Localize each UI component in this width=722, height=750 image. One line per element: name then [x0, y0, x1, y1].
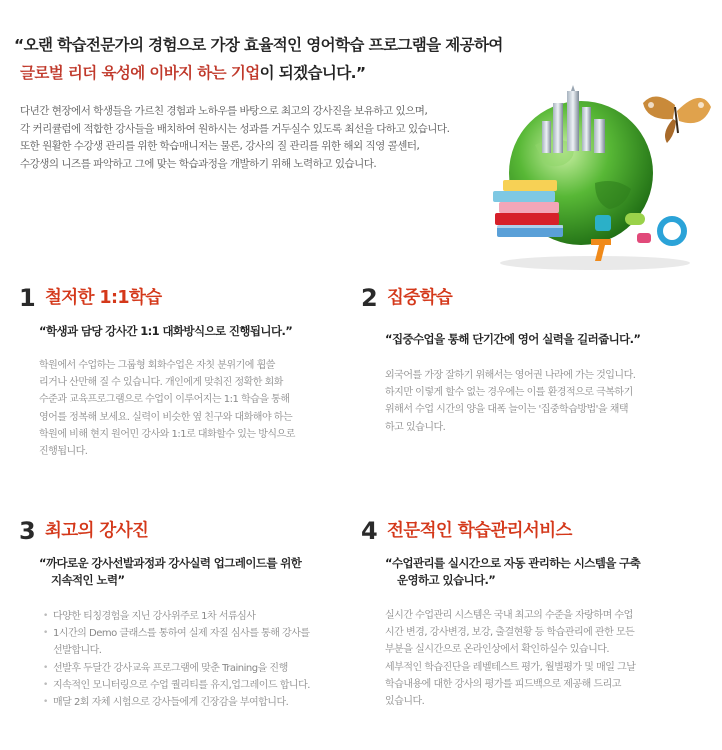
section-body [43, 608, 310, 711]
section-body-line: 리거나 산만해 질 수 있습니다. 개인에게 맞춰진 정확한 회화 [39, 377, 283, 389]
section-body-line: 수준과 교육프로그램으로 수업이 이루어지는 1:1 학습을 통해 [39, 394, 290, 406]
section-title: 최고의 강사진 [45, 521, 149, 541]
section-quote-line: 지속적인 노력” [51, 573, 125, 587]
section-body [39, 357, 295, 460]
section-body-line: 하지만 이렇게 할수 없는 경우에는 이를 환경적으로 극복하기 [385, 387, 633, 399]
list-item: • 지속적인 모니터링으로 수업 퀄리티를 유지,업그레이드 합니다. [43, 677, 310, 694]
section-title: 철저한 1:1학습 [45, 288, 162, 308]
list-item: • 선발후 두달간 강사교육 프로그램에 맞춘 Training을 진행 [43, 660, 310, 677]
section-title: 전문적인 학습관리서비스 [387, 521, 572, 541]
section-body-line: 영어를 정복해 보세요. 실력이 비슷한 옆 친구와 대화해야 하는 [39, 411, 293, 423]
section-body-line: 있습니다. [385, 696, 425, 708]
butterfly-icon [643, 96, 711, 143]
hero-section [0, 0, 722, 270]
hero-description [20, 103, 490, 173]
hero-headline-rest: 이 되겠습니다.” [259, 64, 366, 82]
list-item: • 다양한 티칭경험을 지닌 강사위주로 1차 서류심사 [43, 608, 310, 625]
section-body [385, 367, 635, 436]
list-item: 선발합니다. [53, 645, 102, 657]
section-quote-line: “수업관리를 실시간으로 자동 관리하는 시스템을 구축 [385, 556, 641, 570]
feature-section-1 [19, 284, 349, 474]
section-quote-line: “학생과 담당 강사간 1:1 대화방식으로 진행됩니다.” [39, 324, 293, 338]
section-body-line: 학습내용에 대한 강사의 평가를 피드백으로 제공해 드리고 [385, 678, 621, 690]
section-body [385, 607, 635, 710]
section-quote [385, 331, 640, 348]
section-quote [39, 555, 301, 589]
section-body-line: 외국어를 가장 잘하기 위해서는 영어권 나라에 가는 것입니다. [385, 370, 636, 381]
section-number: 3 [19, 517, 36, 545]
section-body-line: 부분을 실시간으로 온라인상에서 확인하실수 있습니다. [385, 644, 610, 656]
bullet-list [43, 608, 310, 711]
section-quote [39, 323, 292, 340]
feature-section-4 [361, 517, 711, 727]
section-body-line: 진행됩니다. [39, 446, 88, 458]
section-number: 2 [361, 284, 378, 312]
list-item: • 1시간의 Demo 클래스를 통하여 실제 자질 심사를 통해 강사를 [43, 625, 310, 642]
hero-headline-line2 [20, 61, 366, 83]
hero-description-line: 각 커리큘럼에 적합한 강사들을 배치하여 원하시는 성과를 거두실수 있도록 최선을 다하고 있습니다. [20, 122, 450, 135]
section-quote-line: “집중수업을 통해 단기간에 영어 실력을 길러줍니다.” [385, 332, 641, 346]
section-quote-line: “까다로운 강사선발과정과 강사실력 업그레이드를 위한 [39, 556, 302, 570]
book-stack-icon [493, 180, 563, 237]
section-number: 4 [361, 517, 378, 545]
hero-headline-line1: “오랜 학습전문가의 경험으로 가장 효율적인 영어학습 프로그램을 제공하여 [14, 36, 503, 54]
list-item: • 매달 2회 자체 시험으로 강사들에게 긴장감을 부여합니다. [43, 694, 310, 711]
section-body-line: 실시간 수업관리 시스템은 국내 최고의 수준을 자랑하며 수업 [385, 610, 633, 621]
hero-headline-accent: 글로벌 리더 육성에 이바지 하는 기업 [20, 64, 260, 82]
section-body-line: 세부적인 학습진단을 레벨테스트 평가, 월별평가 및 매일 그날 [385, 661, 636, 673]
section-body-line: 하고 있습니다. [385, 421, 446, 433]
hero-description-line: 또한 원활한 수강생 관리를 위한 학습매니저는 물론, 강사의 질 관리를 위한 해외 직영 콜센터, [20, 140, 420, 152]
section-body-line: 시간 변경, 강사변경, 보강, 출결현황 등 학습관리에 관한 모든 [385, 627, 635, 639]
section-number: 1 [19, 284, 36, 312]
feature-section-3 [19, 517, 349, 727]
hero-description-line: 수강생의 니즈를 파악하고 그에 맞는 학습과정을 개발하기 위해 노력하고 있습니다. [20, 157, 377, 170]
section-quote-line: 운영하고 있습니다.” [397, 573, 496, 587]
globe-illustration [475, 85, 720, 275]
section-body-line: 학원에 비해 현지 원어민 강사와 1:1로 대화할수 있는 방식으로 [39, 428, 295, 440]
feature-section-2 [361, 284, 711, 444]
section-title: 집중학습 [387, 288, 453, 308]
section-quote [385, 555, 640, 589]
hero-description-line: 다년간 현장에서 학생들을 가르친 경험과 노하우를 바탕으로 최고의 강사진을 보유하고 있으며, [20, 105, 428, 117]
section-body-line: 위해서 수업 시간의 양을 대폭 늘이는 '집중학습방법'을 채택 [385, 404, 629, 416]
section-body-line: 학원에서 수업하는 그룹형 회화수업은 자칫 분위기에 휩쓸 [39, 360, 275, 371]
